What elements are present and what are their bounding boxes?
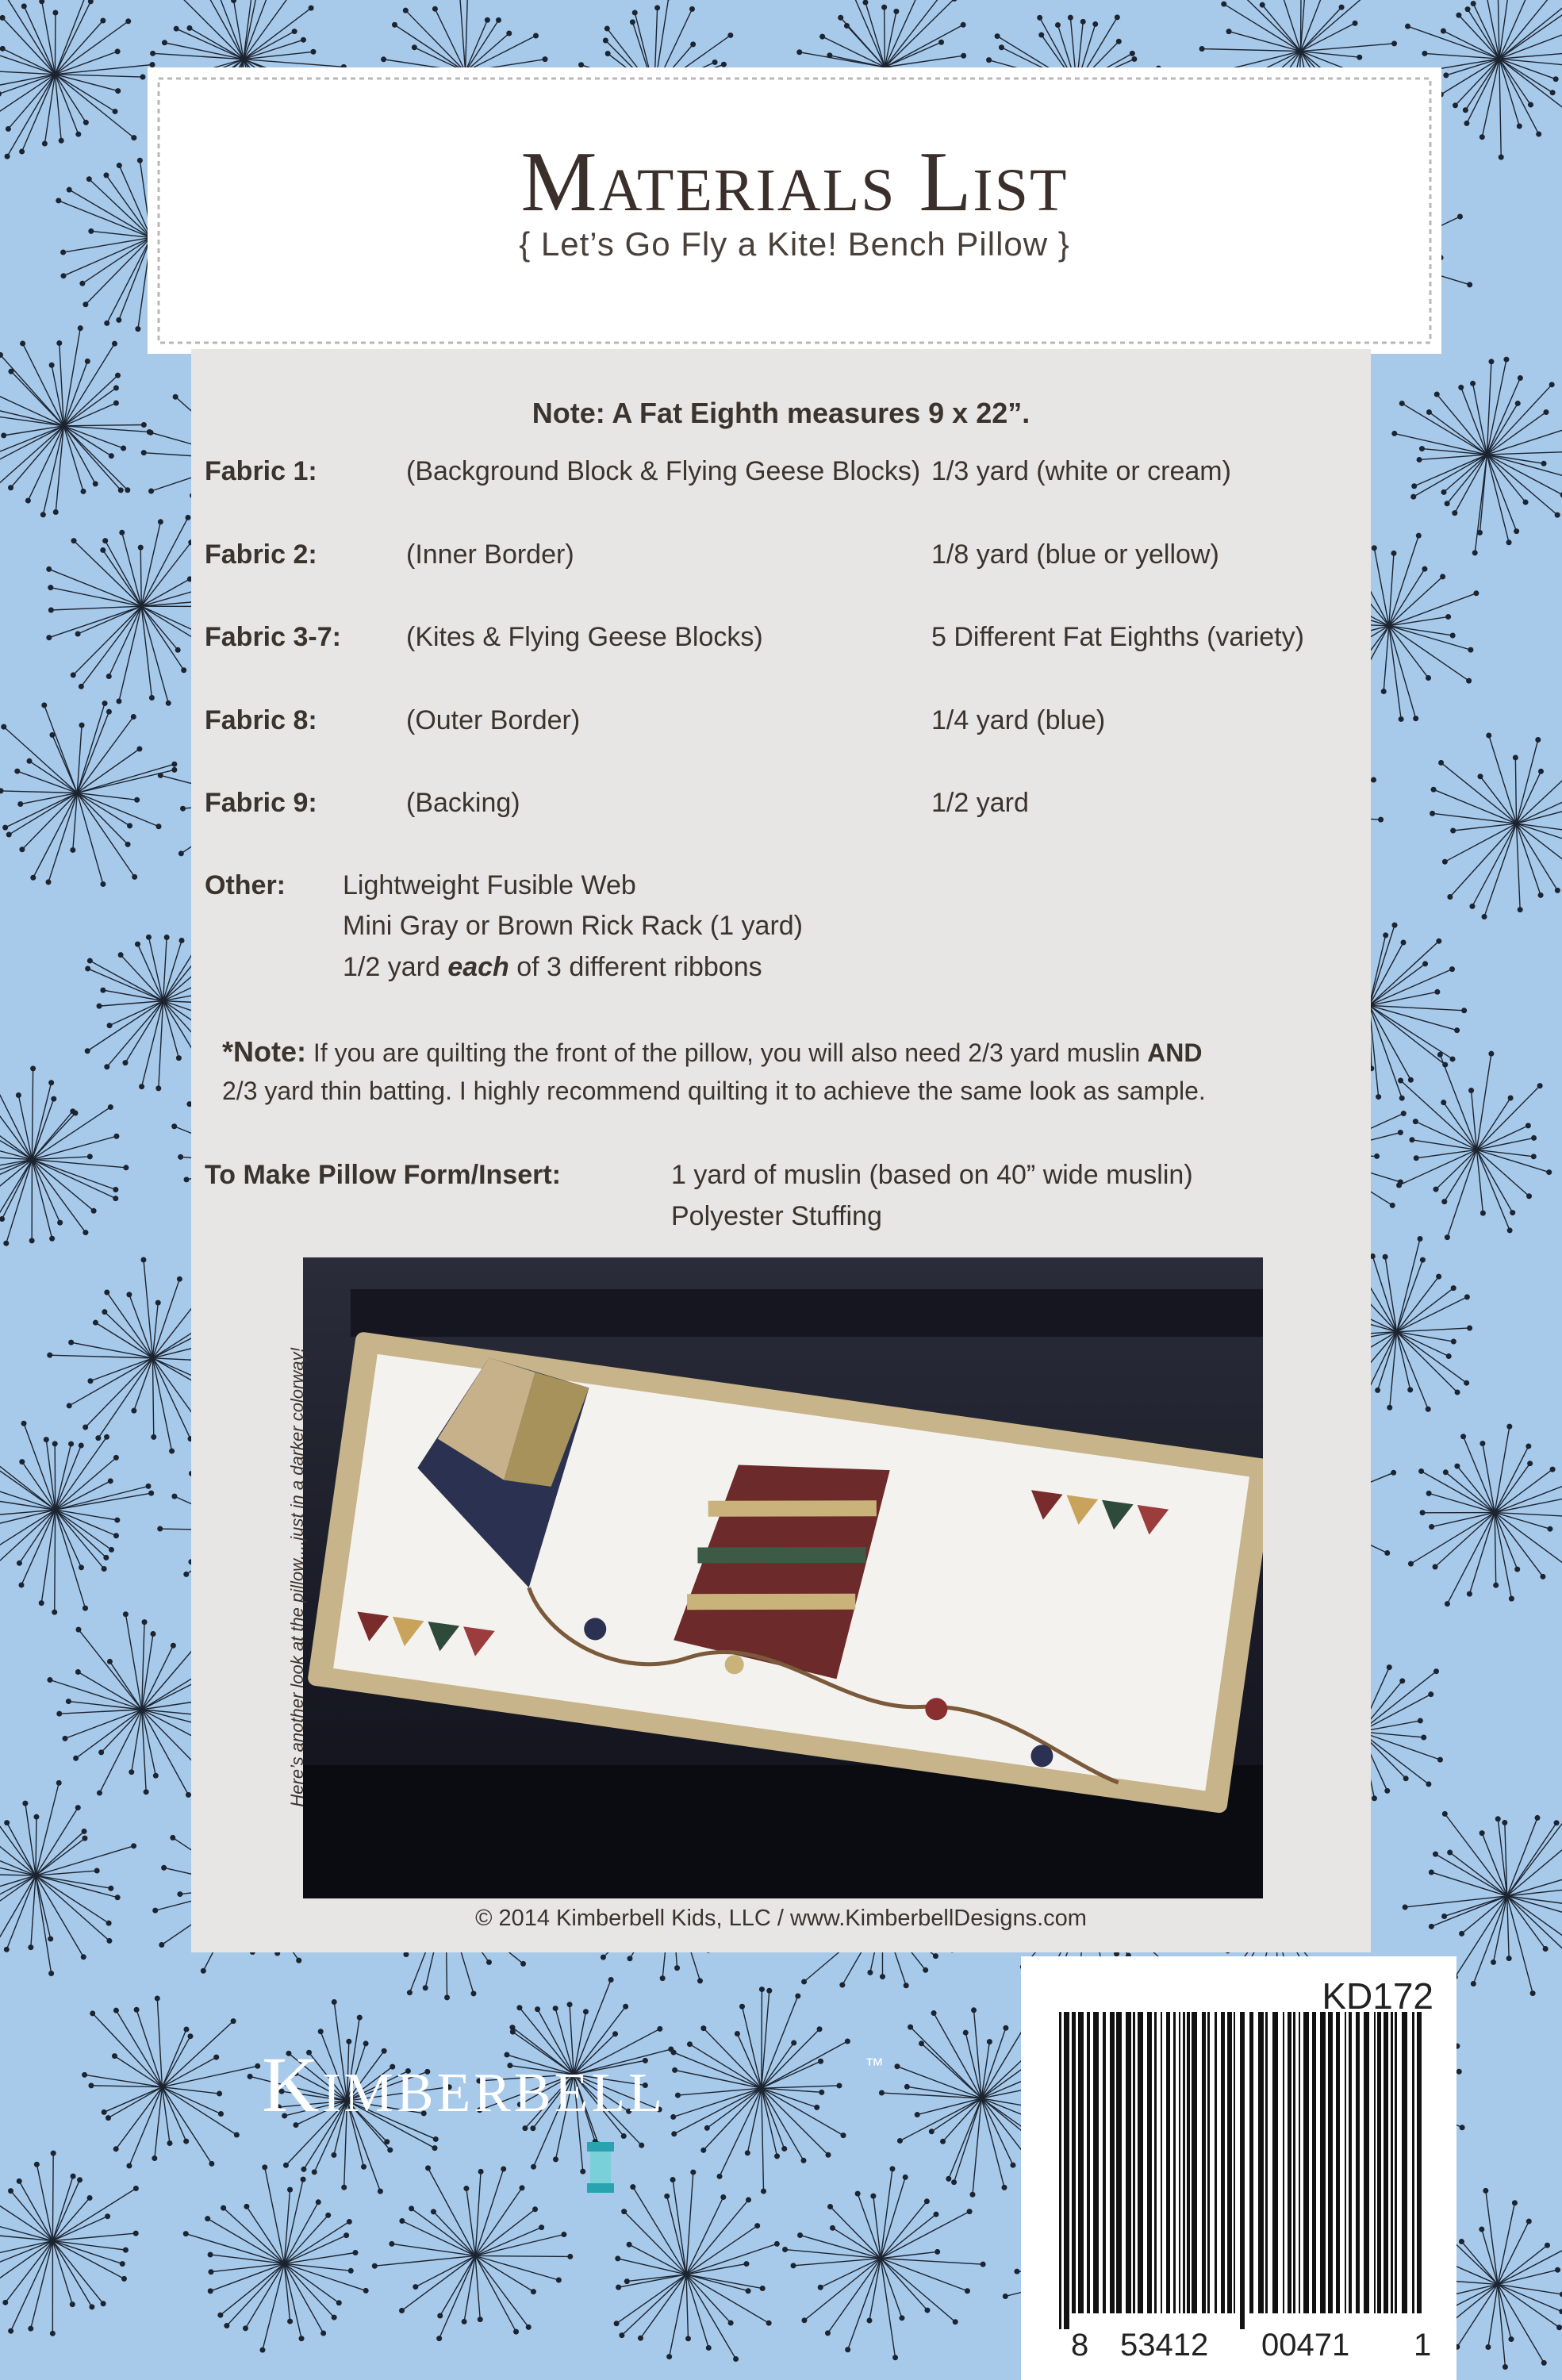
fabric-amount: 1/4 yard (blue) [931, 705, 1106, 735]
pillow-photo [303, 1257, 1263, 1898]
quilting-note-line2: 2/3 yard thin batting. I highly recommend quilting it to achieve the same look as sample. [222, 1077, 1206, 1105]
fabric-use: (Outer Border) [406, 705, 581, 735]
fabric-use: (Inner Border) [406, 539, 574, 570]
kimberbell-logo [262, 2039, 884, 2130]
barcode-digit-group: 53412 [1120, 2328, 1209, 2363]
page-title: Materials List [520, 135, 1069, 229]
fabric-use: (Background Block & Flying Geese Blocks) [406, 456, 921, 486]
product-code: KD172 [1322, 1975, 1433, 2017]
other-item-text: of 3 different ribbons [509, 952, 762, 982]
other-label: Other: [205, 870, 286, 900]
pillow-form-item: 1 yard of muslin (based on 40” wide muslin) [671, 1160, 1193, 1190]
other-item-text: 1/2 yard [343, 952, 448, 982]
other-item: Mini Gray or Brown Rick Rack (1 yard) [343, 911, 804, 941]
fabric-amount: 1/3 yard (white or cream) [931, 456, 1231, 486]
page-subtitle: { Let’s Go Fly a Kite! Bench Pillow } [519, 225, 1070, 263]
pillow-form-label: To Make Pillow Form/Insert: [205, 1160, 561, 1190]
fabric-use: (Backing) [406, 788, 520, 818]
copyright-line: © 2014 Kimberbell Kids, LLC / www.KimberbellDesigns.com [475, 1906, 1087, 1931]
fabric-use: (Kites & Flying Geese Blocks) [406, 622, 763, 652]
pillow-form-item: Polyester Stuffing [671, 1201, 882, 1231]
fabric-amount: 1/8 yard (blue or yellow) [931, 539, 1219, 570]
barcode [1021, 1956, 1456, 2380]
other-item: Lightweight Fusible Web [343, 870, 636, 900]
fabric-label: Fabric 2: [205, 539, 317, 570]
fabric-label: Fabric 8: [205, 705, 317, 735]
photo-side-caption: Here’s another look at the pillow....just in a darker colorway! [287, 1347, 307, 1807]
fabric-label: Fabric 1: [205, 456, 317, 486]
barcode-panel [1021, 1956, 1456, 2380]
brand-wordmark: Kimberbell [262, 2040, 666, 2129]
quilting-note-label: *Note: [222, 1035, 306, 1068]
pillow-photo-illustration [303, 1257, 1263, 1898]
quilting-note-text: If you are quilting the front of the pillow, you will also need 2/3 yard muslin [306, 1038, 1148, 1067]
barcode-digit-group: 1 [1414, 2328, 1432, 2363]
fabric-amount: 5 Different Fat Eighths (variety) [931, 622, 1304, 652]
fabric-label: Fabric 3-7: [205, 622, 341, 652]
quilting-note-line1 [222, 1035, 1202, 1069]
trademark: ™ [865, 2055, 884, 2076]
spool-icon [571, 2134, 635, 2205]
barcode-number [1071, 2328, 1444, 2364]
barcode-digit-group: 8 [1071, 2328, 1089, 2363]
fat-eighth-note: Note: A Fat Eighth measures 9 x 22”. [532, 397, 1030, 429]
barcode-digit-group: 00471 [1261, 2328, 1350, 2363]
other-item-emphasis: each [447, 952, 509, 982]
fabric-amount: 1/2 yard [931, 788, 1029, 818]
quilting-note-bold: AND [1147, 1038, 1203, 1067]
other-item [343, 952, 762, 983]
fabric-label: Fabric 9: [205, 788, 317, 818]
